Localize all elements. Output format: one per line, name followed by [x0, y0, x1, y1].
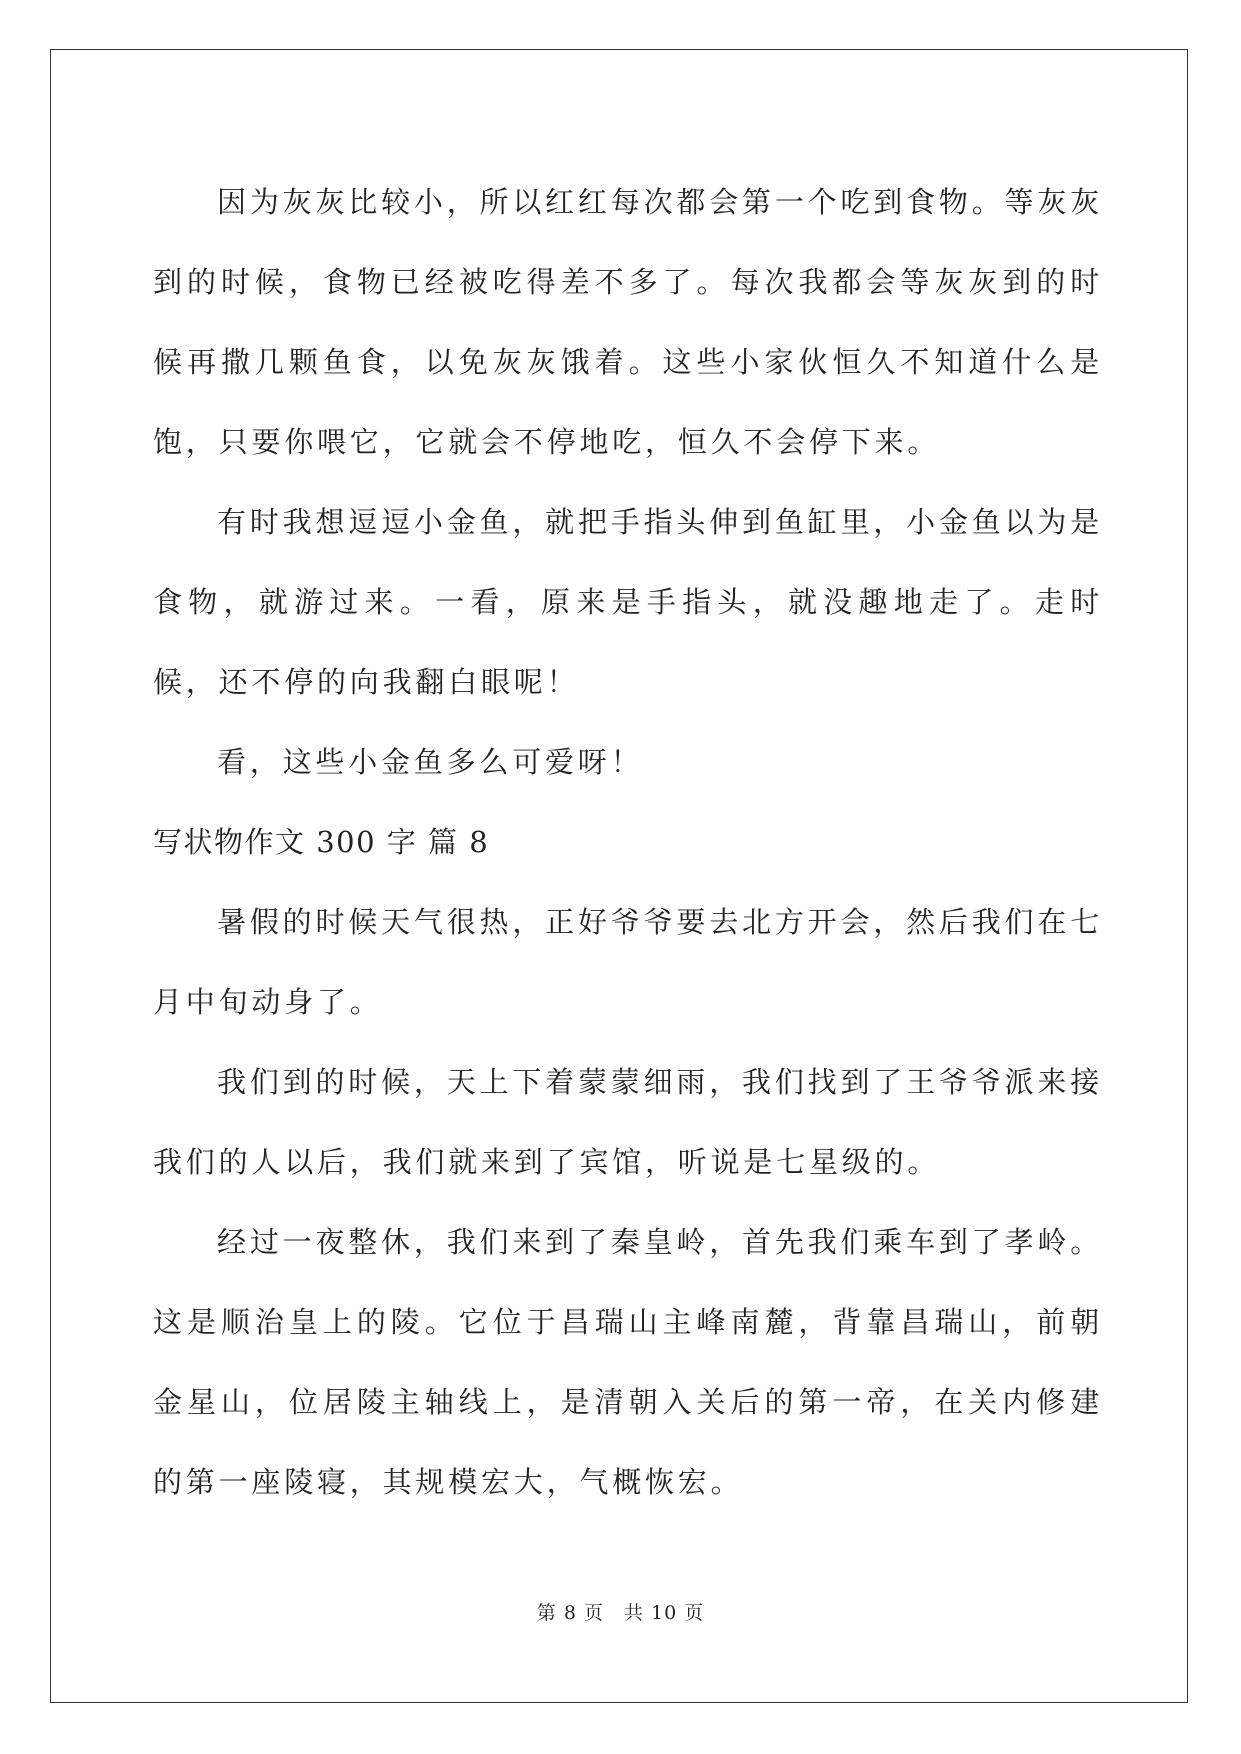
document-body: [153, 162, 1103, 1522]
page-number: 第 8 页: [536, 1602, 604, 1624]
paragraph: 经过一夜整休，我们来到了秦皇岭，首先我们乘车到了孝岭。这是顺治皇上的陵。它位于昌瑞山主峰南麓，背靠昌瑞山，前朝金星山，位居陵主轴线上，是清朝入关后的第一帝，在关内修建的第一座陵寝，其规模宏大，气概恢宏。: [153, 1225, 1103, 1499]
paragraph: 有时我想逗逗小金鱼，就把手指头伸到鱼缸里，小金鱼以为是食物，就游过来。一看，原来是手指头，就没趣地走了。走时候，还不停的向我翻白眼呢！: [153, 505, 1103, 699]
section-heading: 写状物作文 300 字 篇 8: [153, 825, 490, 859]
paragraph: 我们到的时候，天上下着蒙蒙细雨，我们找到了王爷爷派来接我们的人以后，我们就来到了宾馆，听说是七星级的。: [153, 1065, 1103, 1179]
page-total: 共 10 页: [623, 1602, 705, 1624]
paragraph: 看，这些小金鱼多么可爱呀！: [217, 745, 644, 779]
page-footer: [0, 1598, 1241, 1625]
paragraph: 因为灰灰比较小，所以红红每次都会第一个吃到食物。等灰灰到的时候，食物已经被吃得差不多了。每次我都会等灰灰到的时候再撒几颗鱼食，以免灰灰饿着。这些小家伙恒久不知道什么是饱，只要你喂它，它就会不停地吃，恒久不会停下来。: [153, 185, 1103, 459]
paragraph: 暑假的时候天气很热，正好爷爷要去北方开会，然后我们在七月中旬动身了。: [153, 905, 1103, 1019]
